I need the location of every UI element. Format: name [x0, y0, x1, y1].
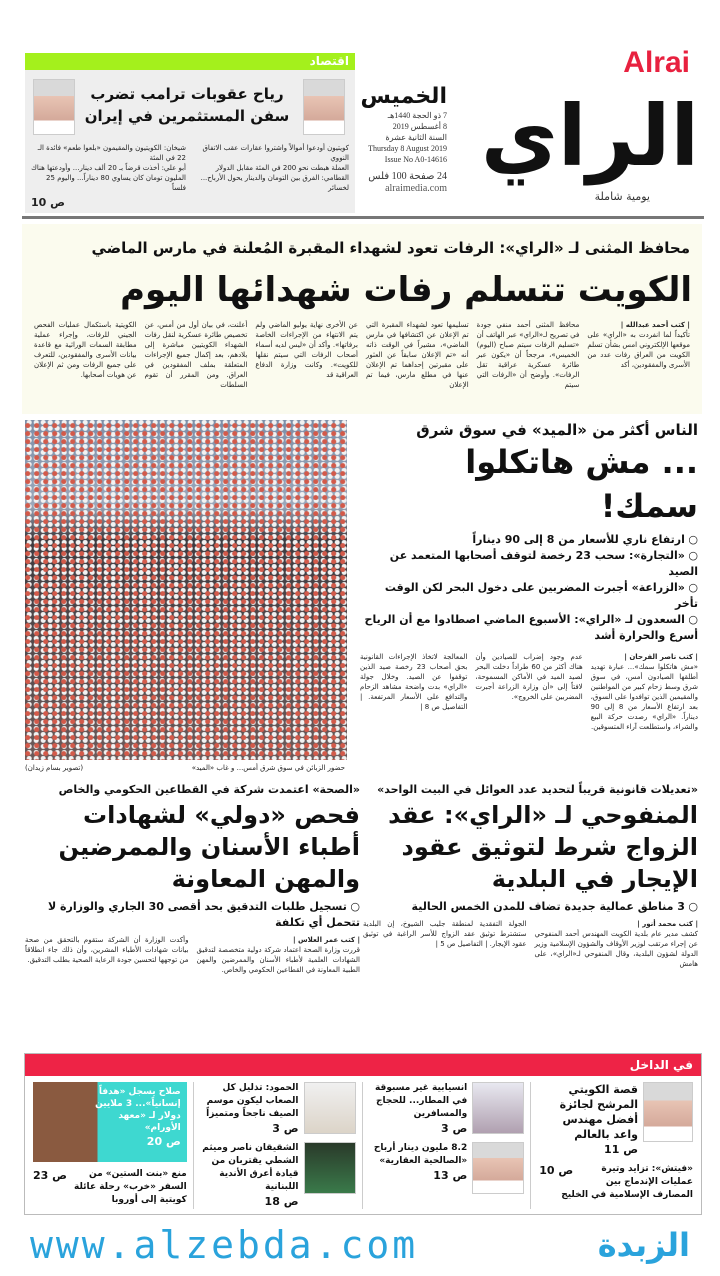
- inside-item-title: منع «بنت الستين» من السفر «خرب» رحلة عائلة كويتية إلى أوروبا: [74, 1169, 187, 1205]
- inside-item-title: انسيابية غير مسبوقة في المطار... للحجاج والمسافرين: [374, 1083, 468, 1119]
- page-ref: ص 11: [604, 1143, 638, 1156]
- airport-photo: [472, 1082, 524, 1134]
- columnist-photo: [33, 79, 75, 135]
- date-block: [361, 84, 447, 195]
- gregorian-date: 8 أغسطس 2019: [392, 122, 447, 131]
- page-ref: ص 18: [264, 1195, 299, 1208]
- fish-bullet: ○ ارتفاع ناري للأسعار من 8 إلى 90 ديناراً: [360, 532, 698, 548]
- issue-number: Issue No A0-14616: [384, 155, 447, 164]
- body-column: عدم وجود إضراب للصيادين وأن هناك أكثر من 60 طراداً دخلت البحر لصيد الميد في الأماكن المسموحة، لافتاً إلى «أن وزارة الزراعة أجبرت المضربين على الخروج».: [475, 653, 583, 701]
- byline: | كتب عمر العلاس |: [293, 936, 360, 944]
- inside-item[interactable]: [202, 1142, 356, 1209]
- zebda-website[interactable]: www.alzebda.com: [30, 1223, 419, 1267]
- economy-section-bar: اقتصاد: [25, 53, 355, 70]
- fish-kicker: الناس أكثر من «الميد» في سوق شرق: [416, 421, 698, 439]
- photo-caption: حضور الزبائن في سوق شرق أمس... و غاب «الميد»: [191, 764, 345, 772]
- health-story[interactable]: [25, 782, 360, 975]
- body-column: الجولة التفقدية لمنطقة جليب الشيوخ، إن البلدية ستشترط توثيق عقد الزواج للأسر الراغبة في توثيق عقود الإيجار. | التفاصيل ص 5 |: [363, 920, 527, 948]
- columnist-photo: [303, 79, 345, 135]
- economy-bullet: كويتيون أودعوا أموالاً واشتروا عقارات عقب الاتفاق النووي: [202, 144, 349, 162]
- body-column: تأكيداً لما انفردت به «الراي» على موقعها الإلكتروني امس بشأن تسلم الكويت من العراق رفات عدد من الأسرى والمفقودين، أكد: [587, 331, 690, 369]
- inside-item-title: قصة الكويتي المرشح لجائزة أفضل مهندس واعد بالعالم: [559, 1083, 638, 1141]
- inside-item[interactable]: [539, 1082, 693, 1157]
- economy-bullet: العملة هبطت نحو 200 في المئة مقابل الدولار: [215, 164, 349, 172]
- inside-item-title: صلاح يسجل «هدفاً إنسانياً»... 3 ملايين دولار لـ «معهد الأورام»: [95, 1087, 181, 1133]
- fish-bullet: ○ «التجارة»: سحب 23 رخصة لتوقف أصحابها المتعمد عن الصيد: [360, 548, 698, 580]
- marriage-story[interactable]: [363, 782, 698, 969]
- economy-bullet: القطامي: الفرق بين التومان والدينار يحول الأرباح... لخسائر: [200, 174, 349, 192]
- byline: | كتب محمد أنور |: [637, 920, 698, 928]
- pages-price: 24 صفحة 100 فلس: [368, 171, 447, 182]
- page-ref: ص 3: [272, 1122, 299, 1135]
- fish-headline: ... مش هاتكلوا سمك!: [465, 443, 698, 525]
- byline: | كتب ناصر الفرحان |: [624, 653, 698, 661]
- body-column: محافظ المثنى أحمد منفي جودة في تصريح لـ«الراي» عبر الهاتف أن «تسليم الرفات سيتم صباح (اليوم) الخميس»، مرجحاً أن «يكون عبر طائرة عسكرية عراقية تقل الرفات». وأوضح أن «الرفات التي سيتم: [476, 321, 580, 389]
- zebda-logo: الزبدة: [597, 1226, 690, 1264]
- byline: | كتب أحمد عبدالله |: [620, 321, 690, 329]
- inside-section: [24, 1053, 702, 1215]
- body-column: الكويتية باستكمال عمليات الفحص الجيني للرفات، وإجراء عملية مطابقة السمات الوراثية مع قاعدة بيانات الأسرى والمفقودين، للتعرف على جميع الرفات ومن ثم الإعلان عن هويات أصحابها.: [33, 321, 137, 379]
- page-ref: ص 20: [146, 1135, 181, 1148]
- inside-item-title: 8.2 مليون دينار أرباح «الصالحية العقارية»: [373, 1143, 468, 1166]
- inside-item[interactable]: [371, 1082, 525, 1136]
- health-headline: فحص «دولي» لشهادات أطباء الأسنان والممرضين والمهن المعاونة: [58, 801, 360, 893]
- fish-story[interactable]: [360, 420, 698, 732]
- fish-bullet: ○ «الزراعة» أجبرت المضربين على دخول البحر لكن الوقت تأخر: [360, 580, 698, 612]
- inside-section-bar: في الداخل: [25, 1054, 701, 1076]
- english-date: Thursday 8 August 2019: [368, 144, 447, 153]
- salah-promo[interactable]: [33, 1082, 187, 1162]
- main-story[interactable]: [22, 224, 702, 414]
- economy-bullet: شيخان: الكويتيون والمقيمون «بلعوا طعم» فائدة الـ 22 في المئة: [37, 144, 186, 162]
- body-column: كشف مدير عام بلدية الكويت المهندس أحمد المنفوحي عن إجراء مرتقب لوزير الأوقاف والشؤون الإسلامية وزير الدولة لشؤون البلدية، وقال المنفوحي لـ«الراي»، على هامش: [534, 930, 698, 968]
- hijri-date: 7 ذو الحجة 1440هـ: [387, 111, 447, 120]
- page-ref: ص 23: [33, 1169, 67, 1182]
- page-ref: ص 13: [433, 1169, 468, 1182]
- page-ref: ص 10: [539, 1164, 574, 1177]
- economy-bullet: أبو علي: أخذت قرضاً بـ 20 ألف دينار... وأودعتها هناك: [31, 164, 186, 172]
- body-column: عن الأخرى نهاية يوليو الماضي ولم يتم الانتهاء من الإجراءات الخاصة برفاتها». وأكد أن «ليس لديه أسماء أصحاب الرفات التي سيتم نقلها للكويت». وكانت وزارة الدفاع العراقية قد: [255, 321, 358, 379]
- engineer-photo: [643, 1082, 693, 1142]
- fish-market-crowd-photo: [25, 420, 347, 760]
- inside-item-title: الحمود: تذليل كل الصعاب ليكون موسم الصيف ناجحاً ومتميزاً: [206, 1083, 299, 1119]
- masthead-divider: [22, 216, 704, 219]
- fish-bullet: ○ السعدون لـ «الراي»: الأسبوع الماضي اصطادوا مع أن الرياح أسرع والحرارة أشد: [360, 612, 698, 644]
- body-column: وأكدت الوزارة أن الشركة ستقوم بالتحقق من صحة بيانات شهادات الأطباء المشرين، وأن ذلك جاء انطلاقاً من توجهها لتحسين جودة الرعاية الصحية بطلب التدقيق.: [25, 936, 189, 964]
- page-ref: ص 3: [440, 1122, 468, 1135]
- inside-item-title: «فيتش»: تزايد وتيرة عمليات الإندماج بين المصارف الإسلامية في الخليج: [561, 1164, 693, 1200]
- body-column: «مش هاتكلوا سمك»... عبارة تهديد أطلقها الصيادون أمس، في سوق شرق وسط زحام كبير من المواطنين والمقيمين الذين توافدوا على السوق، بعد ارتفاع الأسعار من 8 إلى 90 ديناراً. «الراي» رصدت حركة البيع والشراء، واستطلعت آراء المتسوقين.: [590, 663, 698, 731]
- body-column: المعالجة لاتخاذ الإجراءات القانونية بحق أصحاب 23 رخصة صيد الذين توقفوا عن الصيد. وخلال جولة «الراي» بدت واضحة مشاهد الزحام والتدافع على الأسعار المرتفعة. | التفاصيل ص 8 |: [360, 653, 468, 711]
- tagline: يومية شاملة: [594, 190, 650, 203]
- inside-item-title: الشقيقان ناصر وميثم الشطي يقتربان من قيادة أعرق الأندية اللبنانية: [202, 1143, 299, 1192]
- economy-teaser[interactable]: [25, 53, 355, 213]
- website-link[interactable]: alraimedia.com: [385, 183, 447, 194]
- health-kicker: «الصحة» اعتمدت شركة في القطاعين الحكومي والخاص: [58, 783, 360, 796]
- marriage-bullet: ○ 3 مناطق عمالية جديدة تضاف للمدن الخمس الحالية: [363, 899, 698, 915]
- inside-item[interactable]: [539, 1163, 693, 1202]
- marriage-headline: المنفوحي لـ «الراي»: عقد الزواج شرط لتوثيق عقود الإيجار في البلدية: [388, 801, 698, 893]
- basketball-photo: [304, 1142, 356, 1194]
- alrai-arabic-logo: الراي: [480, 87, 700, 185]
- body-column: أعلنت، في بيان أول من أمس، عن تخصيص طائرة عسكرية لنقل رفات الشهداء الكويتيين مباشرة إلى بلادهم، بعد إكمال جميع الإجراءات المتعلقة بملف المفقودين في العراق. ومن المقرر أن تقوم السلطات: [144, 321, 248, 389]
- inside-item[interactable]: [202, 1082, 356, 1136]
- marriage-kicker: «تعديلات قانونية قريباً لتحديد عدد العوائل في البيت الواحد»: [377, 783, 698, 796]
- economy-headline: رياح عقوبات ترامب تضرب سفن المستثمرين في إيران: [84, 85, 290, 125]
- main-kicker: محافظ المثنى لـ «الراي»: الرفات تعود لشهداء المقبرة المُعلنة في مارس الماضي: [91, 239, 690, 257]
- page-ref: ص 10: [31, 196, 65, 209]
- inside-item[interactable]: [371, 1142, 525, 1194]
- body-column: تسليمها تعود لشهداء المقبرة التي تم الإعلان عن اكتشافها في مارس الماضي»، مشيراً في الوقت ذاته أنه «تم الإعلان سابقاً عن العثور على مقبرتين إحداهما تم الإعلان عنها في مطلع مارس، فيما تم الإعلان: [365, 321, 469, 389]
- health-bullet: ○ تسجيل طلبات التدقيق بحد أقصى 30 الجاري والوزارة لا تتحمل أي تكلفة: [25, 899, 360, 931]
- businessman-photo: [472, 1142, 524, 1194]
- photo-credit: (تصوير بسام زيدان): [25, 764, 84, 772]
- alrai-latin-logo: Alrai: [623, 46, 690, 79]
- economy-bullet: المليون تومان كان يساوي 80 ديناراً... واليوم 25 فلساً: [46, 174, 186, 192]
- weekday: الخميس: [360, 84, 447, 109]
- officials-photo: [304, 1082, 356, 1134]
- inside-item[interactable]: [33, 1168, 187, 1207]
- main-headline: الكويت تتسلم رفات شهدائها اليوم: [120, 270, 692, 310]
- year: السنة الثانية عشرة: [385, 133, 447, 142]
- body-column: قررت وزارة الصحة اعتماد شركة دولية متخصصة لتدقيق الشهادات العلمية لأطباء الأسنان والممرضين والمهن الطبية المعاونة في القطاعين الحكومي والخاص.: [196, 946, 360, 974]
